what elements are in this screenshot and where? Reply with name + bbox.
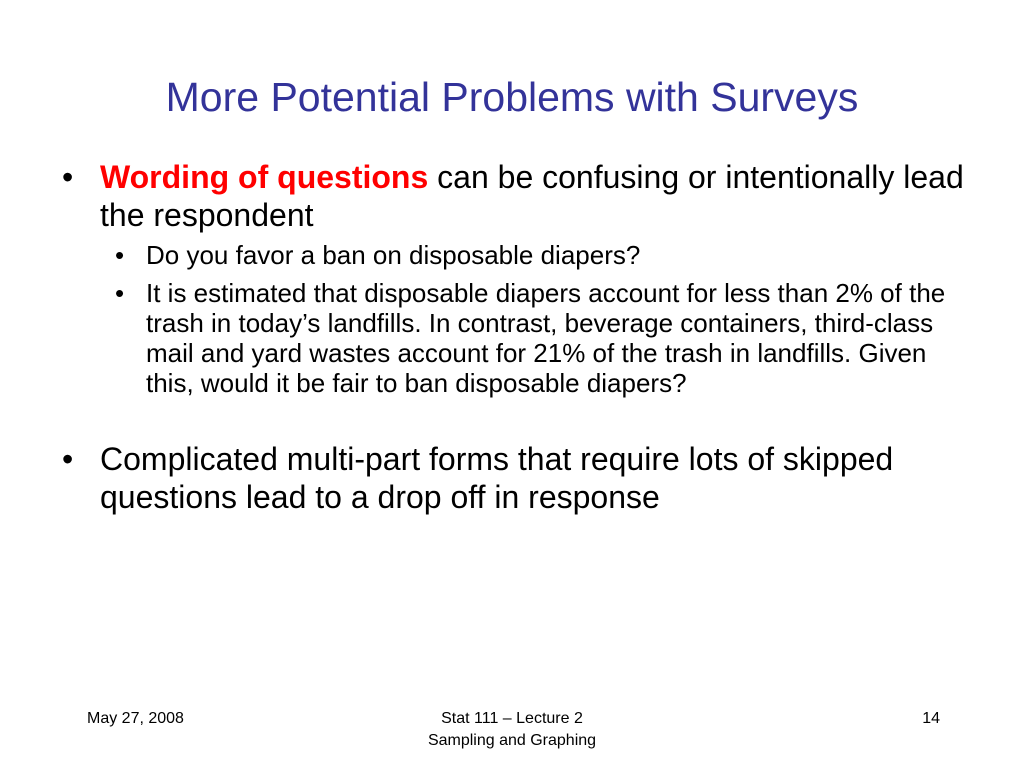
sub-bullet-text: Do you favor a ban on disposable diapers?	[146, 240, 641, 270]
bullet-dot-icon: •	[62, 159, 74, 195]
footer-course-line1: Stat 111 – Lecture 2	[441, 710, 583, 727]
bullet-emphasis: Wording of questions	[100, 159, 429, 195]
bullet-complicated-forms	[60, 440, 980, 516]
footer-page-number: 14	[922, 710, 940, 727]
footer-date: May 27, 2008	[87, 710, 184, 727]
bullet-wording-of-questions	[60, 158, 980, 234]
sub-bullet-estimated-trash	[60, 278, 980, 398]
bullet-text: can be confusing or intentionally lead the respondent	[100, 159, 964, 233]
sub-bullet-dot-icon: •	[115, 278, 125, 308]
sub-bullet-dot-icon: •	[115, 240, 125, 270]
slide-body	[60, 158, 980, 516]
bullet-dot-icon: •	[62, 441, 74, 477]
bullet-text: Complicated multi-part forms that require lots of skipped questions lead to a drop off in response	[100, 441, 894, 515]
sub-bullet-favor-ban	[60, 240, 980, 270]
footer-course	[362, 708, 662, 752]
sub-bullet-text: It is estimated that disposable diapers account for less than 2% of the trash in today’s landfills. In contrast, beverage containers, third-class mail and yard wastes account for 21% of the trash in landfills. Given this, would it be fair to ban disposable diapers?	[146, 278, 946, 398]
footer-course-line2: Sampling and Graphing	[427, 732, 597, 749]
slide-title: More Potential Problems with Surveys	[165, 74, 859, 120]
